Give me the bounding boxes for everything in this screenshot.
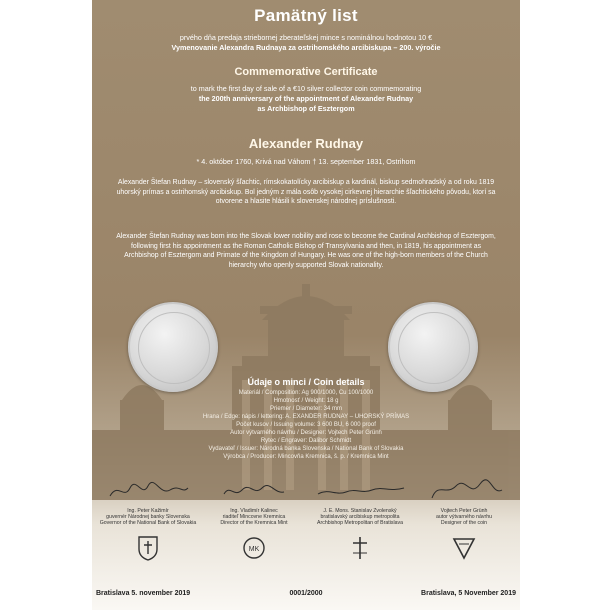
- slovak-subtitle-line1: prvého dňa predaja striebornej zberateľskej mince s nominálnou hodnotou 10 €: [179, 33, 433, 42]
- signature-mint-director: [204, 478, 304, 504]
- signature-governor: [98, 478, 198, 504]
- certificate-page: [92, 0, 520, 610]
- coin-detail-row: Priemer / Diameter: 34 mm: [269, 406, 342, 412]
- english-line3: as Archbishop of Esztergom: [257, 104, 355, 113]
- signer-designer: Vojtech Peter Grünh autor výtvarného návrhu Designer of the coin: [436, 508, 492, 526]
- coin-detail-row: Autor výtvarného návrhu / Designer: Vojtech Peter Grünh: [230, 430, 382, 436]
- bio-english: Alexander Štefan Rudnay was born into the Slovak lower nobility and rose to become the Cardinal Archbishop of Esztergom, following first his appointment as the Roman Catholic Bishop of Transylvania and then, in 1819, his appointment as Archbishop of Esztergom and Primate of the Kingdom of Hungary. He was one of the high-born members of the Church hierarchy who openly supported Slovak nationality.: [116, 233, 496, 269]
- footer-date-english: Bratislava, 5 November 2019: [421, 590, 516, 597]
- bio-slovak: Alexander Štefan Rudnay – slovenský šľachtic, rímskokatolícky arcibiskup a kardinál, biskup sedmohradský a od roku 1819 uhorský prímas a ostrihomský arcibiskup. Bol jedným z mála osôb vysokej cirkevnej hierarchie šľachtického pôvodu, ktorí sa otvorene a hlasite hlásili k slovenskej národnej príslušnosti.: [116, 179, 496, 206]
- kremnica-mint-emblem-icon: [242, 535, 266, 561]
- coin-detail-row: Hmotnosť / Weight: 18 g: [273, 398, 339, 404]
- certificate-number: 0001/2000: [289, 590, 323, 597]
- signature-archbishop: [310, 478, 410, 504]
- page-title: Pamätný list: [254, 6, 358, 25]
- signer-mint-director: Ing. Vladimír Kalinec riaditeľ Mincovne Kremnica Director of the Kremnica Mint: [220, 508, 288, 526]
- archdiocese-emblem-icon: [348, 535, 372, 561]
- person-name: Alexander Rudnay: [248, 136, 364, 151]
- english-title: Commemorative Certificate: [234, 66, 378, 78]
- person-dates: * 4. október 1760, Krivá nad Váhom † 13. september 1831, Ostrihom: [196, 157, 416, 166]
- coin-detail-row: Materiál / Composition: Ag 900/1000, Cu 100/1000: [238, 390, 374, 396]
- designer-triangle-icon: [452, 535, 476, 561]
- english-line1: to mark the first day of sale of a €10 silver collector coin commemorating: [190, 84, 422, 93]
- signer-governor: Ing. Peter Kažimír guvernér Národnej banky Slovenska Governor of the National Bank of Slovakia: [99, 508, 197, 526]
- english-line2: the 200th anniversary of the appointment of Alexander Rudnay: [198, 94, 414, 103]
- slovak-subtitle-line2: Vymenovanie Alexandra Rudnaya za ostrihomského arcibiskupa – 200. výročie: [171, 43, 441, 52]
- nbs-emblem-icon: [136, 535, 160, 561]
- footer-date-slovak: Bratislava 5. november 2019: [96, 590, 191, 597]
- signature-designer: [414, 478, 514, 504]
- coin-detail-row: Vydavateľ / Issuer: Národná banka Slovenska / National Bank of Slovakia: [208, 446, 404, 452]
- coin-detail-row: Výrobca / Producer: Mincovňa Kremnica, š. p. / Kremnica Mint: [223, 454, 389, 460]
- coin-details-heading: Údaje o minci / Coin details: [247, 377, 365, 387]
- coin-detail-row: Hrana / Edge: nápis / lettering: A. EXANDER RUDNAY – UHORSKÝ PRÍMAS: [202, 414, 410, 420]
- signer-archbishop: J. E. Mons. Stanislav Zvolenský bratislavský arcibiskup metropolita Archbishop Metropolitan of Bratislava: [317, 508, 403, 526]
- coin-detail-row: Počet kusov / Issuing volume: 3 600 BU, 6 000 proof: [236, 422, 376, 428]
- svg-text:MK: MK: [248, 546, 260, 553]
- coin-detail-row: Rytec / Engraver: Dalibor Schmidt: [260, 438, 352, 444]
